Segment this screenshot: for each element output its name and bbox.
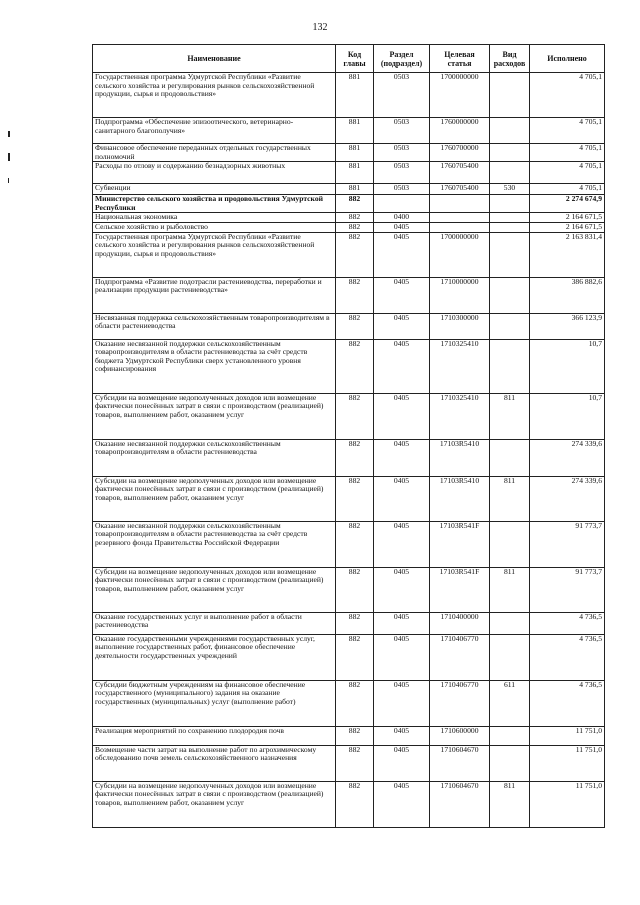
- row-amount: 11 751,0: [530, 726, 605, 745]
- table-header-row: [93, 45, 605, 73]
- row-section: 0405: [374, 476, 430, 521]
- table-row: [93, 222, 605, 232]
- row-kind: [490, 213, 530, 223]
- row-section: 0405: [374, 521, 430, 567]
- row-target: 1710604670: [430, 781, 490, 827]
- row-amount: 10,7: [530, 339, 605, 393]
- row-section: 0405: [374, 339, 430, 393]
- row-kind: 811: [490, 393, 530, 439]
- row-chapter: 881: [336, 73, 374, 118]
- row-kind: 811: [490, 781, 530, 827]
- row-section: 0405: [374, 393, 430, 439]
- table-row: [93, 277, 605, 313]
- row-amount: 10,7: [530, 393, 605, 439]
- row-kind: [490, 222, 530, 232]
- table-row: [93, 567, 605, 612]
- row-name: Расходы по отлову и содержанию безнадзорных животных: [93, 162, 336, 184]
- row-section: 0503: [374, 162, 430, 184]
- row-amount: 4 705,1: [530, 118, 605, 144]
- row-amount: 4 736,5: [530, 680, 605, 726]
- table-row: [93, 232, 605, 277]
- table-row: [93, 726, 605, 745]
- row-name: Национальная экономика: [93, 213, 336, 223]
- budget-table: [92, 44, 605, 828]
- row-kind: [490, 73, 530, 118]
- row-kind: 811: [490, 476, 530, 521]
- row-section: 0405: [374, 745, 430, 781]
- row-kind: [490, 521, 530, 567]
- row-chapter: 882: [336, 567, 374, 612]
- header-executed: Исполнено: [530, 45, 605, 73]
- row-kind: [490, 339, 530, 393]
- row-chapter: 882: [336, 232, 374, 277]
- row-target: 17103R5410: [430, 476, 490, 521]
- row-name: Министерство сельского хозяйства и продовольствия Удмуртской Республики: [93, 195, 336, 213]
- row-amount: 4 736,5: [530, 612, 605, 634]
- row-section: 0503: [374, 73, 430, 118]
- row-amount: 4 705,1: [530, 184, 605, 195]
- row-name: Оказание несвязанной поддержки сельскохозяйственным товаропроизводителям в области растениеводства: [93, 439, 336, 476]
- row-target: 1760000000: [430, 118, 490, 144]
- table-row: [93, 144, 605, 162]
- row-amount: 11 751,0: [530, 745, 605, 781]
- row-section: 0405: [374, 439, 430, 476]
- row-target: 1710325410: [430, 339, 490, 393]
- header-expense-type: Вид расходов: [490, 45, 530, 73]
- row-target: 1700000000: [430, 232, 490, 277]
- row-target: [430, 213, 490, 223]
- table-row: [93, 195, 605, 213]
- row-amount: 4 705,1: [530, 144, 605, 162]
- row-name: Несвязанная поддержка сельскохозяйственным товаропроизводителям в области растениеводства: [93, 313, 336, 339]
- row-amount: 4 736,5: [530, 634, 605, 680]
- row-chapter: 881: [336, 184, 374, 195]
- row-section: 0405: [374, 232, 430, 277]
- row-name: Финансовое обеспечение переданных отдельных государственных полномочий: [93, 144, 336, 162]
- row-section: [374, 195, 430, 213]
- row-chapter: 882: [336, 745, 374, 781]
- margin-mark: [8, 153, 10, 161]
- row-target: 1710406770: [430, 634, 490, 680]
- row-amount: 2 274 674,9: [530, 195, 605, 213]
- row-kind: 611: [490, 680, 530, 726]
- row-chapter: 882: [336, 726, 374, 745]
- row-kind: [490, 277, 530, 313]
- row-kind: [490, 612, 530, 634]
- row-name: Возмещение части затрат на выполнение работ по агрохимическому обследованию почв земель сельскохозяйственного назначения: [93, 745, 336, 781]
- row-chapter: 882: [336, 195, 374, 213]
- row-section: 0405: [374, 277, 430, 313]
- row-section: 0405: [374, 313, 430, 339]
- row-chapter: 881: [336, 118, 374, 144]
- row-target: 1710000000: [430, 277, 490, 313]
- row-section: 0503: [374, 144, 430, 162]
- row-kind: [490, 195, 530, 213]
- row-name: Оказание несвязанной поддержки сельскохозяйственным товаропроизводителям в области растениеводства за счёт средств бюджета Удмуртской Республики сверх установленного уровня софинансирования: [93, 339, 336, 393]
- row-name: Субсидии на возмещение недополученных доходов или возмещение фактически понесённых затрат в связи с производством (реализацией) товаров, выполнением работ, оказанием услуг: [93, 567, 336, 612]
- row-name: Оказание государственными учреждениями государственных услуг, выполнение государственных работ, финансовое обеспечение деятельности государственных учреждений: [93, 634, 336, 680]
- page-number: 132: [312, 22, 328, 33]
- row-name: Оказание государственных услуг и выполнение работ в области растениеводства: [93, 612, 336, 634]
- table-row: [93, 634, 605, 680]
- row-name: Государственная программа Удмуртской Республики «Развитие сельского хозяйства и регулирования рынков сельскохозяйственной продукции, сырья и продовольствия»: [93, 73, 336, 118]
- table-row: [93, 118, 605, 144]
- row-amount: 4 705,1: [530, 73, 605, 118]
- row-chapter: 881: [336, 162, 374, 184]
- table-row: [93, 184, 605, 195]
- row-target: 1710325410: [430, 393, 490, 439]
- row-target: [430, 195, 490, 213]
- row-name: Субвенции: [93, 184, 336, 195]
- row-chapter: 882: [336, 476, 374, 521]
- table-row: [93, 393, 605, 439]
- row-chapter: 882: [336, 680, 374, 726]
- row-section: 0503: [374, 184, 430, 195]
- row-kind: 811: [490, 567, 530, 612]
- row-kind: [490, 726, 530, 745]
- row-amount: 2 164 671,5: [530, 213, 605, 223]
- row-name: Субсидии на возмещение недополученных доходов или возмещение фактически понесённых затрат в связи с производством (реализацией) товаров, выполнением работ, оказанием услуг: [93, 781, 336, 827]
- row-section: 0405: [374, 222, 430, 232]
- row-target: 17103R541F: [430, 521, 490, 567]
- row-chapter: 882: [336, 612, 374, 634]
- row-kind: [490, 634, 530, 680]
- row-kind: [490, 162, 530, 184]
- row-chapter: 882: [336, 781, 374, 827]
- table-row: [93, 745, 605, 781]
- row-amount: 11 751,0: [530, 781, 605, 827]
- row-amount: 2 163 831,4: [530, 232, 605, 277]
- header-name: Наименование: [93, 45, 336, 73]
- table-row: [93, 73, 605, 118]
- row-chapter: 882: [336, 339, 374, 393]
- row-target: 17103R5410: [430, 439, 490, 476]
- row-section: 0405: [374, 680, 430, 726]
- row-target: 1710600000: [430, 726, 490, 745]
- table-row: [93, 439, 605, 476]
- row-section: 0405: [374, 567, 430, 612]
- row-section: 0405: [374, 781, 430, 827]
- row-target: 1710406770: [430, 680, 490, 726]
- row-target: 1710300000: [430, 313, 490, 339]
- table-row: [93, 476, 605, 521]
- row-chapter: 882: [336, 277, 374, 313]
- row-chapter: 881: [336, 144, 374, 162]
- row-target: 1710400000: [430, 612, 490, 634]
- table-row: [93, 521, 605, 567]
- row-kind: 530: [490, 184, 530, 195]
- table-row: [93, 339, 605, 393]
- row-target: 1760705400: [430, 162, 490, 184]
- table-row: [93, 781, 605, 827]
- row-name: Оказание несвязанной поддержки сельскохозяйственным товаропроизводителям в области растениеводства за счёт средств резервного фонда Правительства Российской Федерации: [93, 521, 336, 567]
- table-row: [93, 313, 605, 339]
- row-kind: [490, 144, 530, 162]
- row-kind: [490, 118, 530, 144]
- row-target: 1760700000: [430, 144, 490, 162]
- row-kind: [490, 745, 530, 781]
- row-chapter: 882: [336, 393, 374, 439]
- row-kind: [490, 313, 530, 339]
- row-name: Сельское хозяйство и рыболовство: [93, 222, 336, 232]
- row-section: 0405: [374, 726, 430, 745]
- row-chapter: 882: [336, 439, 374, 476]
- row-amount: 91 773,7: [530, 521, 605, 567]
- row-amount: 386 882,6: [530, 277, 605, 313]
- row-amount: 274 339,6: [530, 439, 605, 476]
- row-chapter: 882: [336, 213, 374, 223]
- row-amount: 274 339,6: [530, 476, 605, 521]
- row-amount: 366 123,9: [530, 313, 605, 339]
- row-amount: 2 164 671,5: [530, 222, 605, 232]
- row-chapter: 882: [336, 222, 374, 232]
- row-name: Подпрограмма «Обеспечение эпизоотического, ветеринарно-санитарного благополучия»: [93, 118, 336, 144]
- row-section: 0400: [374, 213, 430, 223]
- header-target-item: Целевая статья: [430, 45, 490, 73]
- row-kind: [490, 439, 530, 476]
- row-kind: [490, 232, 530, 277]
- row-name: Субсидии на возмещение недополученных доходов или возмещение фактически понесённых затрат в связи с производством (реализацией) товаров, выполнением работ, оказанием услуг: [93, 393, 336, 439]
- margin-mark: [8, 178, 9, 183]
- header-chapter-code: Код главы: [336, 45, 374, 73]
- table-row: [93, 612, 605, 634]
- row-target: [430, 222, 490, 232]
- row-chapter: 882: [336, 634, 374, 680]
- table-row: [93, 680, 605, 726]
- row-target: 1760705400: [430, 184, 490, 195]
- row-section: 0503: [374, 118, 430, 144]
- row-name: Субсидии на возмещение недополученных доходов или возмещение фактически понесённых затрат в связи с производством (реализацией) товаров, выполнением работ, оказанием услуг: [93, 476, 336, 521]
- row-name: Государственная программа Удмуртской Республики «Развитие сельского хозяйства и регулирования рынков сельскохозяйственной продукции, сырья и продовольствия»: [93, 232, 336, 277]
- table-row: [93, 162, 605, 184]
- row-target: 17103R541F: [430, 567, 490, 612]
- row-name: Субсидии бюджетным учреждениям на финансовое обеспечение государственного (муниципального) задания на оказание государственных (муниципальных) услуг (выполнение работ): [93, 680, 336, 726]
- row-target: 1710604670: [430, 745, 490, 781]
- row-chapter: 882: [336, 313, 374, 339]
- row-section: 0405: [374, 612, 430, 634]
- row-name: Реализация мероприятий по сохранению плодородия почв: [93, 726, 336, 745]
- row-amount: 91 773,7: [530, 567, 605, 612]
- header-section: Раздел (подраздел): [374, 45, 430, 73]
- row-amount: 4 705,1: [530, 162, 605, 184]
- row-name: Подпрограмма «Развитие подотрасли растениеводства, переработки и реализации продукции растениеводства»: [93, 277, 336, 313]
- row-section: 0405: [374, 634, 430, 680]
- row-target: 1700000000: [430, 73, 490, 118]
- row-chapter: 882: [336, 521, 374, 567]
- margin-mark: [8, 131, 10, 137]
